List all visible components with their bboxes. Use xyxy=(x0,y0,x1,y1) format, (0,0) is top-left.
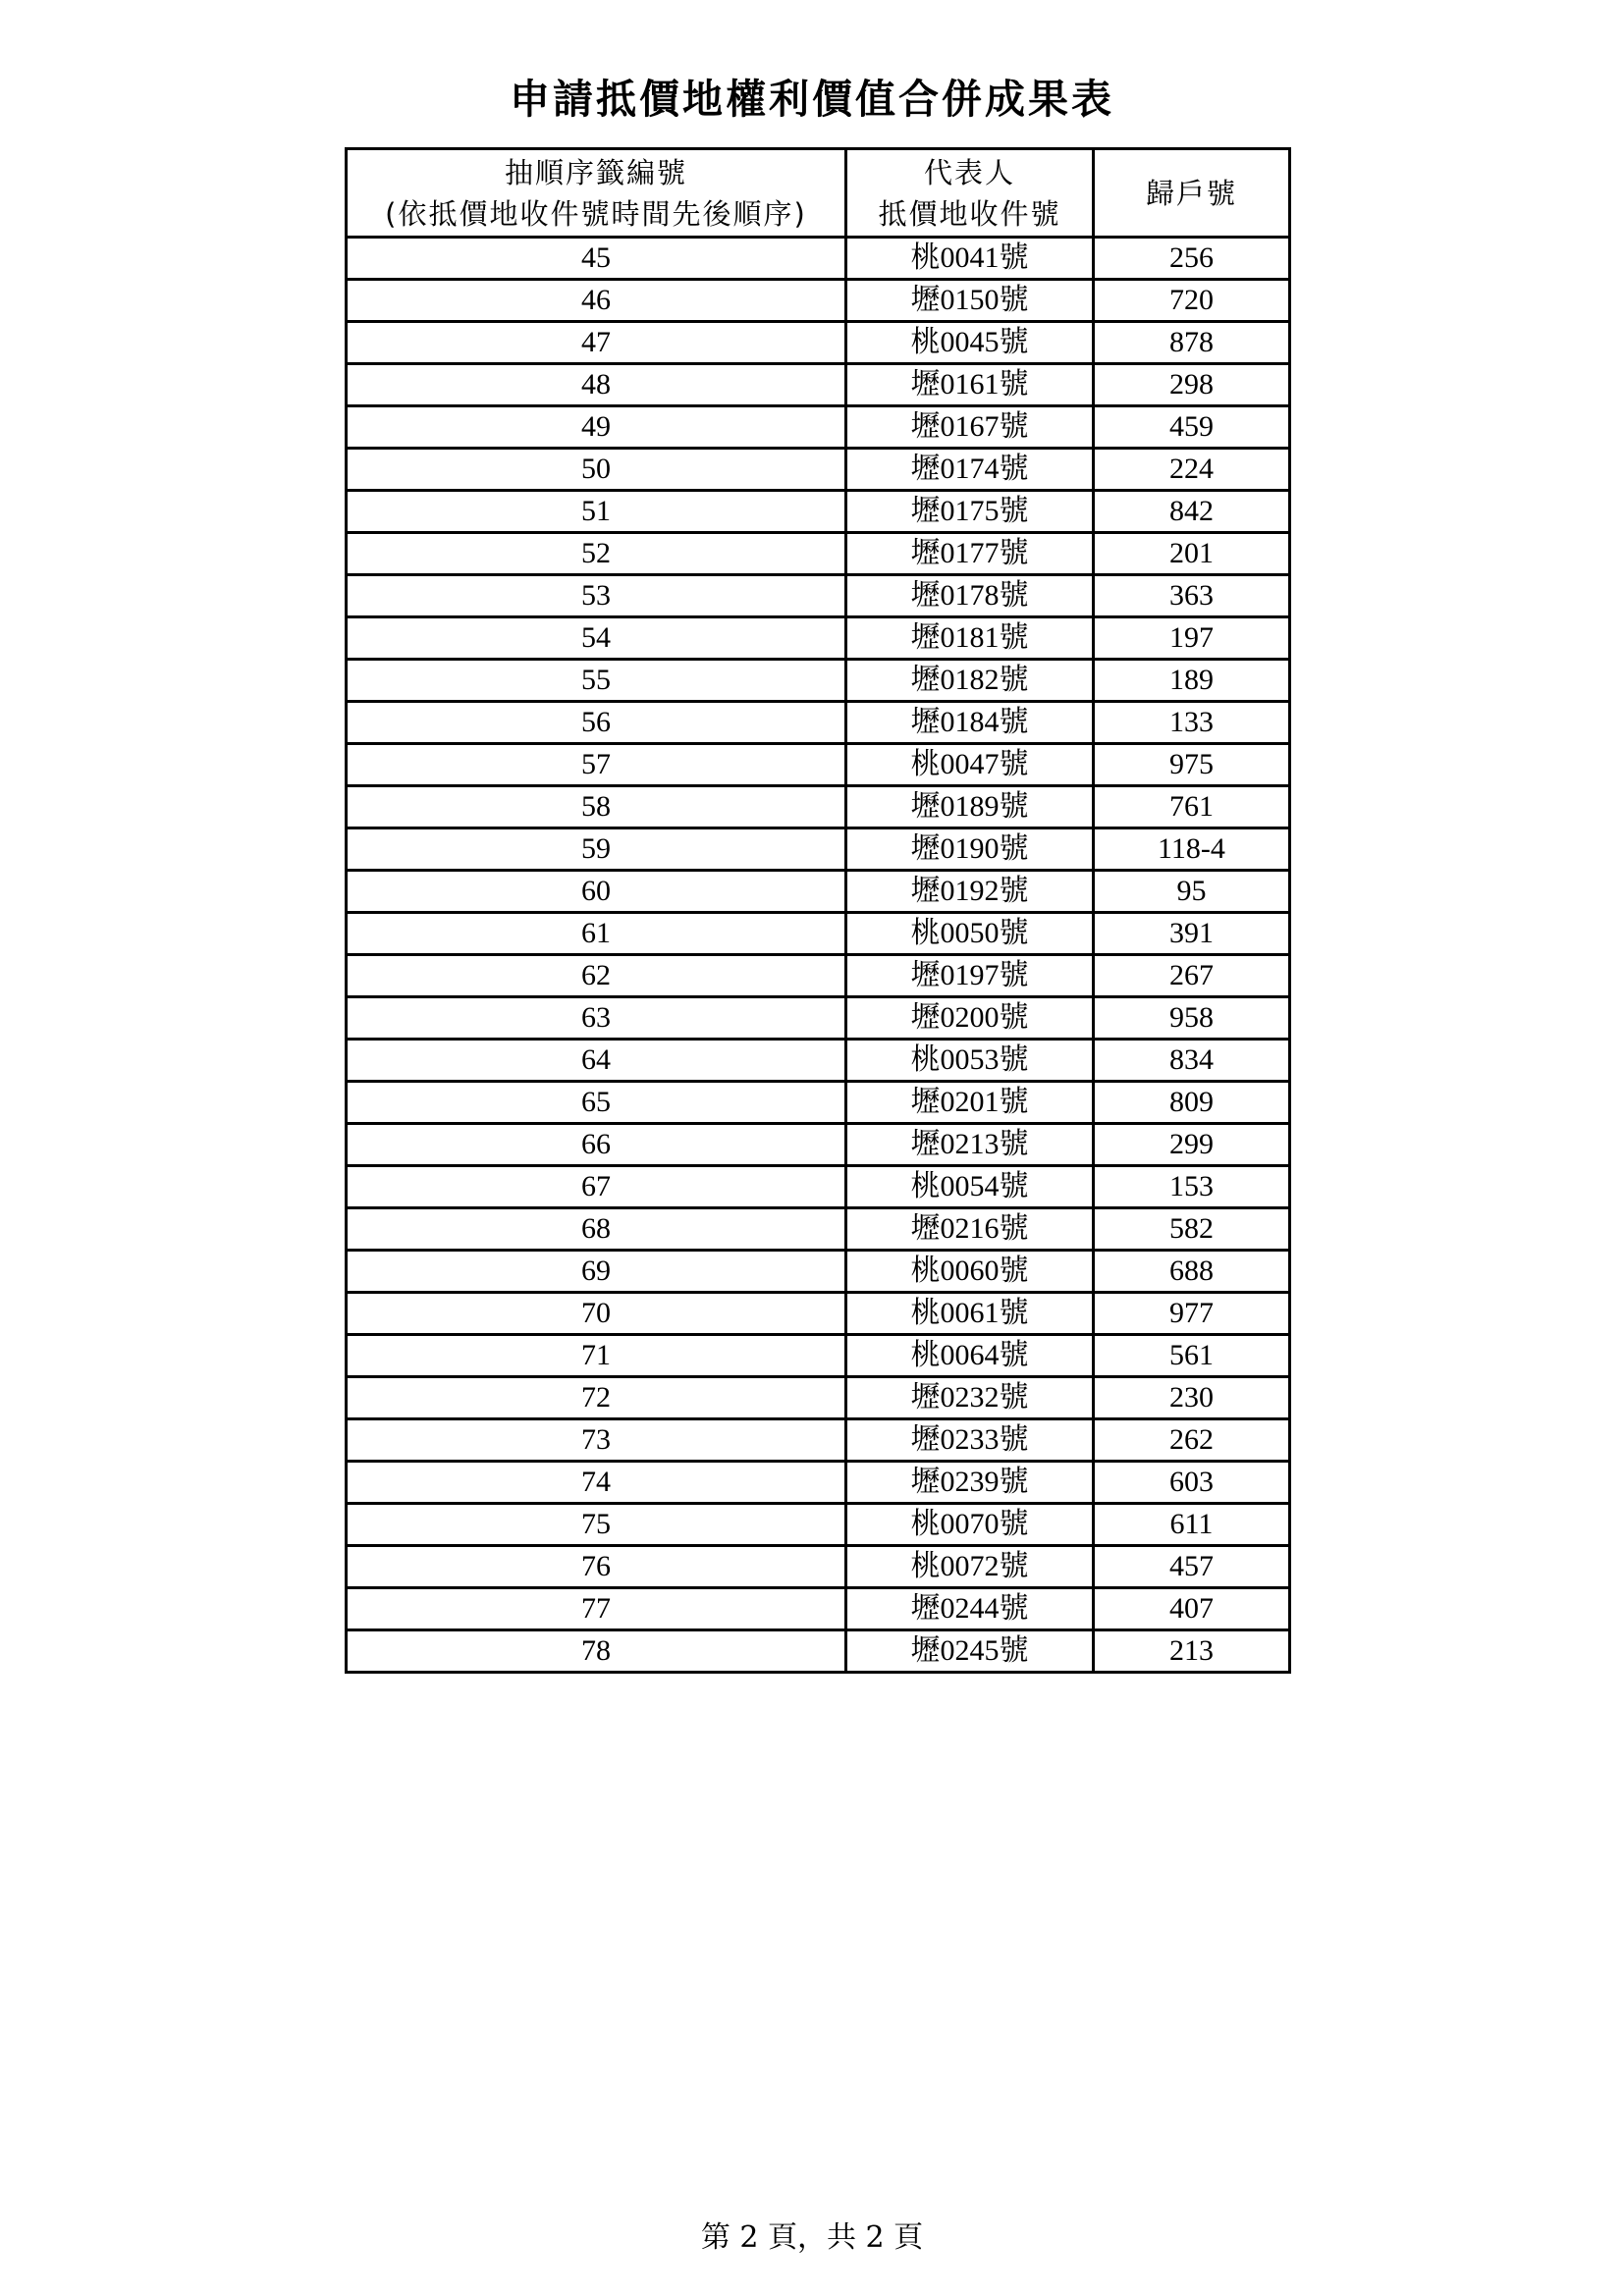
cell-receipt-number: 桃0047號 xyxy=(846,744,1094,786)
cell-draw-sequence: 51 xyxy=(347,491,846,533)
page-title: 申請抵價地權利價值合併成果表 xyxy=(510,76,1114,123)
cell-receipt-number: 桃0045號 xyxy=(846,322,1094,364)
cell-receipt-number: 桃0064號 xyxy=(846,1335,1094,1377)
table-row xyxy=(347,1377,1290,1419)
cell-household-number: 603 xyxy=(1094,1462,1290,1504)
cell-receipt-number: 壢0190號 xyxy=(846,828,1094,871)
table-row xyxy=(347,1588,1290,1630)
header-representative-receipt-line2: 抵價地收件號 xyxy=(878,196,1061,231)
cell-draw-sequence: 49 xyxy=(347,406,846,449)
cell-receipt-number: 壢0233號 xyxy=(846,1419,1094,1462)
header-draw-sequence-line2: (依抵價地收件號時間先後順序) xyxy=(385,196,807,231)
header-representative-receipt-line1: 代表人 xyxy=(923,155,1015,189)
cell-receipt-number: 壢0244號 xyxy=(846,1588,1094,1630)
table-row xyxy=(347,828,1290,871)
cell-household-number: 809 xyxy=(1094,1082,1290,1124)
cell-draw-sequence: 47 xyxy=(347,322,846,364)
cell-receipt-number: 壢0177號 xyxy=(846,533,1094,575)
cell-receipt-number: 桃0054號 xyxy=(846,1166,1094,1208)
cell-household-number: 975 xyxy=(1094,744,1290,786)
table-row xyxy=(347,1124,1290,1166)
cell-household-number: 197 xyxy=(1094,617,1290,660)
cell-receipt-number: 桃0050號 xyxy=(846,913,1094,955)
cell-household-number: 118-4 xyxy=(1094,828,1290,871)
cell-receipt-number: 壢0200號 xyxy=(846,997,1094,1040)
cell-household-number: 977 xyxy=(1094,1293,1290,1335)
cell-receipt-number: 壢0232號 xyxy=(846,1377,1094,1419)
cell-receipt-number: 壢0189號 xyxy=(846,786,1094,828)
cell-household-number: 407 xyxy=(1094,1588,1290,1630)
cell-receipt-number: 壢0167號 xyxy=(846,406,1094,449)
cell-household-number: 213 xyxy=(1094,1630,1290,1673)
page-footer: 第 2 頁，共 2 頁 xyxy=(700,2220,924,2255)
table-row xyxy=(347,1082,1290,1124)
cell-receipt-number: 桃0070號 xyxy=(846,1504,1094,1546)
cell-receipt-number: 壢0175號 xyxy=(846,491,1094,533)
table-row xyxy=(347,744,1290,786)
cell-household-number: 267 xyxy=(1094,955,1290,997)
table-header-row xyxy=(347,149,1290,238)
cell-household-number: 457 xyxy=(1094,1546,1290,1588)
cell-receipt-number: 壢0201號 xyxy=(846,1082,1094,1124)
cell-receipt-number: 壢0174號 xyxy=(846,449,1094,491)
cell-draw-sequence: 70 xyxy=(347,1293,846,1335)
cell-receipt-number: 壢0245號 xyxy=(846,1630,1094,1673)
cell-draw-sequence: 62 xyxy=(347,955,846,997)
cell-receipt-number: 壢0184號 xyxy=(846,702,1094,744)
cell-household-number: 958 xyxy=(1094,997,1290,1040)
header-draw-sequence xyxy=(347,149,846,238)
cell-household-number: 153 xyxy=(1094,1166,1290,1208)
table-row xyxy=(347,1504,1290,1546)
cell-draw-sequence: 58 xyxy=(347,786,846,828)
cell-draw-sequence: 60 xyxy=(347,871,846,913)
cell-draw-sequence: 53 xyxy=(347,575,846,617)
cell-draw-sequence: 56 xyxy=(347,702,846,744)
cell-receipt-number: 壢0197號 xyxy=(846,955,1094,997)
table-row xyxy=(347,702,1290,744)
cell-household-number: 391 xyxy=(1094,913,1290,955)
cell-draw-sequence: 68 xyxy=(347,1208,846,1251)
cell-draw-sequence: 52 xyxy=(347,533,846,575)
cell-household-number: 230 xyxy=(1094,1377,1290,1419)
table-row xyxy=(347,1462,1290,1504)
cell-household-number: 834 xyxy=(1094,1040,1290,1082)
table-row xyxy=(347,1546,1290,1588)
cell-draw-sequence: 65 xyxy=(347,1082,846,1124)
cell-receipt-number: 桃0053號 xyxy=(846,1040,1094,1082)
cell-household-number: 561 xyxy=(1094,1335,1290,1377)
table-body xyxy=(347,238,1290,1673)
cell-draw-sequence: 59 xyxy=(347,828,846,871)
table-row xyxy=(347,533,1290,575)
cell-household-number: 688 xyxy=(1094,1251,1290,1293)
table-row xyxy=(347,1419,1290,1462)
cell-household-number: 133 xyxy=(1094,702,1290,744)
cell-draw-sequence: 76 xyxy=(347,1546,846,1588)
cell-draw-sequence: 55 xyxy=(347,660,846,702)
cell-household-number: 459 xyxy=(1094,406,1290,449)
header-household-number: 歸戶號 xyxy=(1094,149,1290,238)
cell-household-number: 201 xyxy=(1094,533,1290,575)
cell-receipt-number: 壢0192號 xyxy=(846,871,1094,913)
cell-household-number: 363 xyxy=(1094,575,1290,617)
cell-receipt-number: 桃0060號 xyxy=(846,1251,1094,1293)
table-row xyxy=(347,322,1290,364)
table-row xyxy=(347,449,1290,491)
table-row xyxy=(347,1293,1290,1335)
cell-draw-sequence: 69 xyxy=(347,1251,846,1293)
results-table xyxy=(345,147,1291,1674)
cell-draw-sequence: 64 xyxy=(347,1040,846,1082)
cell-receipt-number: 壢0181號 xyxy=(846,617,1094,660)
cell-draw-sequence: 67 xyxy=(347,1166,846,1208)
cell-draw-sequence: 77 xyxy=(347,1588,846,1630)
cell-household-number: 720 xyxy=(1094,280,1290,322)
table-row xyxy=(347,1251,1290,1293)
cell-household-number: 224 xyxy=(1094,449,1290,491)
cell-receipt-number: 壢0239號 xyxy=(846,1462,1094,1504)
header-representative-receipt xyxy=(846,149,1094,238)
cell-household-number: 611 xyxy=(1094,1504,1290,1546)
cell-draw-sequence: 71 xyxy=(347,1335,846,1377)
table-row xyxy=(347,871,1290,913)
cell-receipt-number: 壢0182號 xyxy=(846,660,1094,702)
table-row xyxy=(347,955,1290,997)
cell-draw-sequence: 72 xyxy=(347,1377,846,1419)
table-row xyxy=(347,913,1290,955)
table-row xyxy=(347,364,1290,406)
header-draw-sequence-line1: 抽順序籤編號 xyxy=(504,155,687,189)
cell-draw-sequence: 66 xyxy=(347,1124,846,1166)
cell-draw-sequence: 45 xyxy=(347,238,846,280)
cell-receipt-number: 壢0161號 xyxy=(846,364,1094,406)
table-row xyxy=(347,1335,1290,1377)
table-row xyxy=(347,406,1290,449)
table-row xyxy=(347,280,1290,322)
table-row xyxy=(347,617,1290,660)
cell-draw-sequence: 75 xyxy=(347,1504,846,1546)
table-row xyxy=(347,1166,1290,1208)
cell-household-number: 761 xyxy=(1094,786,1290,828)
cell-household-number: 842 xyxy=(1094,491,1290,533)
cell-draw-sequence: 63 xyxy=(347,997,846,1040)
cell-draw-sequence: 73 xyxy=(347,1419,846,1462)
cell-draw-sequence: 54 xyxy=(347,617,846,660)
cell-receipt-number: 桃0072號 xyxy=(846,1546,1094,1588)
cell-household-number: 582 xyxy=(1094,1208,1290,1251)
cell-receipt-number: 壢0178號 xyxy=(846,575,1094,617)
table-row xyxy=(347,238,1290,280)
table-row xyxy=(347,1630,1290,1673)
cell-draw-sequence: 74 xyxy=(347,1462,846,1504)
cell-household-number: 262 xyxy=(1094,1419,1290,1462)
cell-draw-sequence: 48 xyxy=(347,364,846,406)
cell-receipt-number: 壢0213號 xyxy=(846,1124,1094,1166)
cell-receipt-number: 壢0150號 xyxy=(846,280,1094,322)
table-row xyxy=(347,491,1290,533)
cell-draw-sequence: 50 xyxy=(347,449,846,491)
cell-draw-sequence: 46 xyxy=(347,280,846,322)
table-row xyxy=(347,660,1290,702)
table-row xyxy=(347,1208,1290,1251)
cell-draw-sequence: 61 xyxy=(347,913,846,955)
cell-household-number: 189 xyxy=(1094,660,1290,702)
table-row xyxy=(347,997,1290,1040)
table-row xyxy=(347,575,1290,617)
cell-receipt-number: 壢0216號 xyxy=(846,1208,1094,1251)
table-row xyxy=(347,1040,1290,1082)
cell-draw-sequence: 57 xyxy=(347,744,846,786)
cell-household-number: 256 xyxy=(1094,238,1290,280)
cell-household-number: 299 xyxy=(1094,1124,1290,1166)
cell-household-number: 298 xyxy=(1094,364,1290,406)
cell-household-number: 878 xyxy=(1094,322,1290,364)
cell-receipt-number: 桃0061號 xyxy=(846,1293,1094,1335)
cell-household-number: 95 xyxy=(1094,871,1290,913)
cell-draw-sequence: 78 xyxy=(347,1630,846,1673)
table-row xyxy=(347,786,1290,828)
cell-receipt-number: 桃0041號 xyxy=(846,238,1094,280)
